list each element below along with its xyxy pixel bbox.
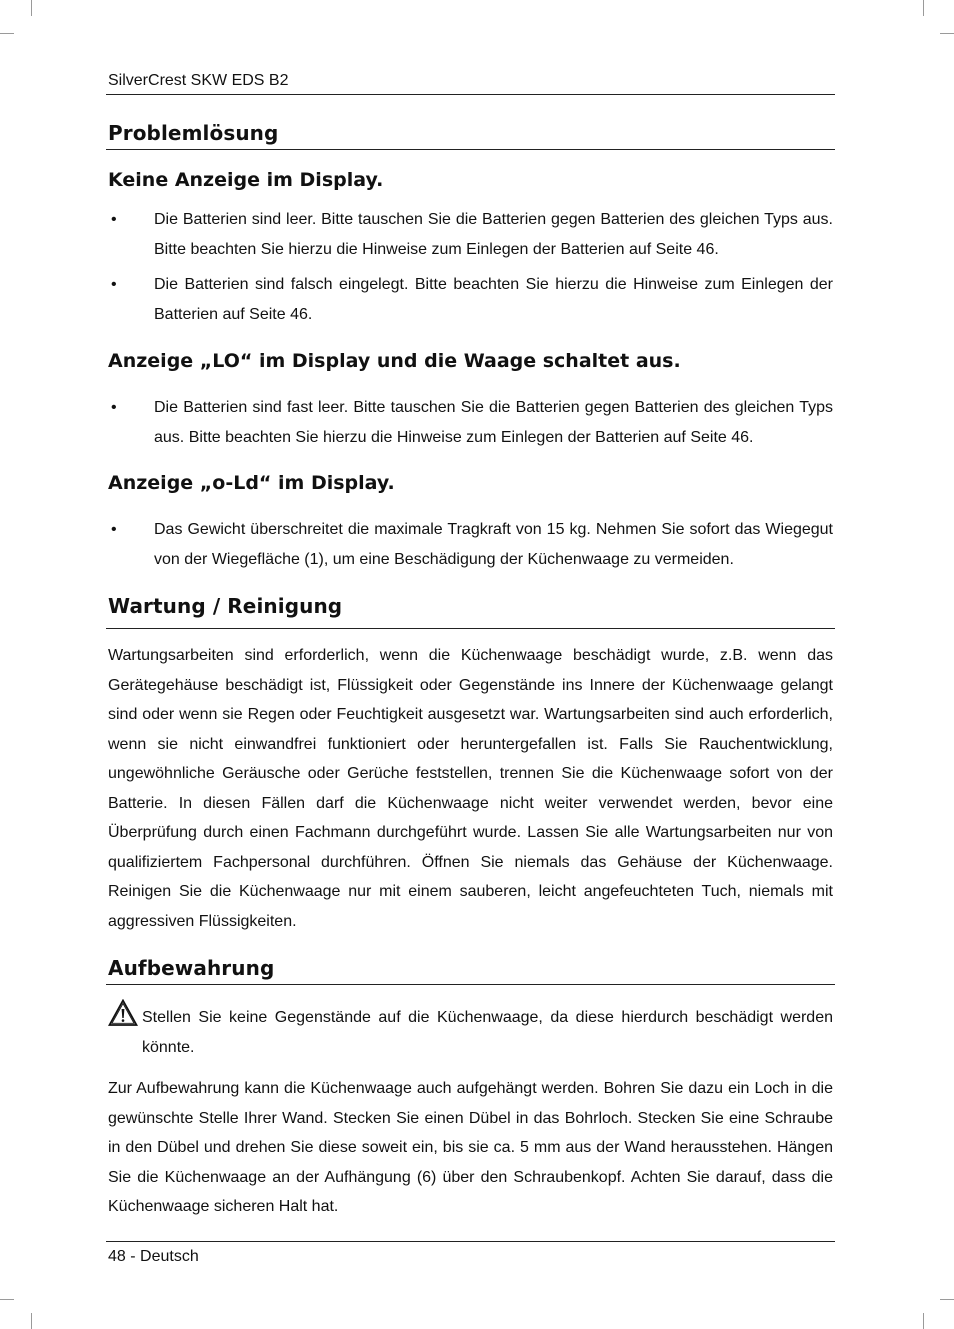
subsection-title-old: Anzeige „o-Ld“ im Display. [108,472,395,494]
warning-triangle-icon [108,999,138,1027]
list-item-text: Die Batterien sind fast leer. Bitte tauschen Sie die Batterien gegen Batterien des gleichen Typs aus. Bitte beachten Sie hierzu die Hinweise zum Einlegen der Batterien auf Seite 46. [154,399,833,446]
bullet-icon: • [111,521,117,538]
page-number: 48 - Deutsch [108,1248,199,1265]
crop-mark [923,1313,924,1329]
maintenance-paragraph: Wartungsarbeiten sind erforderlich, wenn die Küchenwaage beschädigt wurde, z.B. wenn das Gerätegehäuse beschädigt ist, Flüssigkeit oder Gegenstände ins Innere der Küchenwaage gelangt sind oder wenn sie Regen oder Feuchtigkeit ausgesetzt war. Wartungsarbeiten sind auch erforderlich, wenn sie nicht einwandfrei funktioniert oder heruntergefallen ist. Falls Sie Rauchentwicklung, ungewöhnliche Geräusche oder Gerüche feststellen, trennen Sie die Küchenwaage sofort von der Batterie. In diesen Fällen darf die Küchenwaage nicht weiter verwendet werden, bevor eine Überprüfung durch einen Fachmann durchgeführt wurde. Lassen Sie alle Wartungsarbeiten nur von qualifiziertem Fachpersonal durchführen. Öffnen Sie niemals das Gehäuse der Küchenwaage. Reinigen Sie die Küchenwaage nur mit einem sauberen, leicht angefeuchteten Tuch, niemals mit aggressiven Flüssigkeiten. [108,647,833,930]
bullet-icon: • [111,276,117,293]
running-header: SilverCrest SKW EDS B2 [108,72,289,89]
footer-rule [106,1241,835,1242]
section-rule [106,628,835,629]
list-item-text: Die Batterien sind leer. Bitte tauschen Sie die Batterien gegen Batterien des gleichen Typs aus. Bitte beachten Sie hierzu die Hinweise zum Einlegen der Batterien auf Seite 46. [154,211,833,258]
crop-mark [31,0,32,16]
crop-mark [31,1313,32,1329]
list-item-text: Das Gewicht überschreitet die maximale Tragkraft von 15 kg. Nehmen Sie sofort das Wiegegut von der Wiegefläche (1), um eine Beschädigung der Küchenwaage zu vermeiden. [154,521,833,568]
subsection-title-lo: Anzeige „LO“ im Display und die Waage schaltet aus. [108,350,681,372]
section-rule [106,984,835,985]
storage-warning-text: Stellen Sie keine Gegenstände auf die Küchenwaage, da diese hierdurch beschädigt werden könnte. [142,1009,833,1056]
section-title-storage: Aufbewahrung [108,956,275,980]
crop-mark [940,1299,954,1300]
section-title-problem: Problemlösung [108,121,279,145]
bullet-icon: • [111,211,117,228]
section-rule [106,149,835,150]
section-title-maintenance: Wartung / Reinigung [108,594,343,618]
crop-mark [0,33,14,34]
bullet-icon: • [111,399,117,416]
subsection-title-no-display: Keine Anzeige im Display. [108,169,384,191]
storage-paragraph: Zur Aufbewahrung kann die Küchenwaage auch aufgehängt werden. Bohren Sie dazu ein Loch in die gewünschte Stelle Ihrer Wand. Stecken Sie einen Dübel in das Bohrloch. Stecken Sie eine Schraube in den Dübel und drehen Sie diese soweit ein, bis sie ca. 5 mm aus der Wand herausstehen. Hängen Sie die Küchenwaage an der Aufhängung (6) über den Schraubenkopf. Achten Sie darauf, dass die Küchenwaage sicheren Halt hat. [108,1080,833,1215]
list-item-text: Die Batterien sind falsch eingelegt. Bitte beachten Sie hierzu die Hinweise zum Einlegen der Batterien auf Seite 46. [154,276,833,323]
header-rule [106,94,835,95]
crop-mark [923,0,924,16]
crop-mark [0,1299,14,1300]
crop-mark [940,33,954,34]
